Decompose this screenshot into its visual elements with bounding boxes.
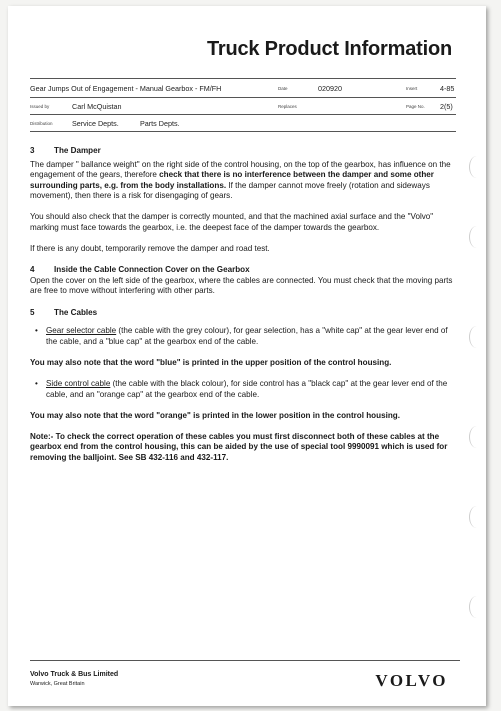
binder-hole [469, 156, 484, 178]
binder-hole [469, 326, 484, 348]
section-3-paragraph-2: You should also check that the damper is correctly mounted, and that the machined axial surface and the "Volvo" marking must face towards the gearbox, i.e. the deepest face of the damper towards the gearbox. [30, 212, 434, 233]
bullet-gear-selector-cable: • Gear selector cable (the cable with the grey colour), for gear selection, has a "white cap" at the gear lever end of the cable, and a "blue cap" at the gearbox end of the cable. [35, 326, 448, 346]
header-rule-top [30, 78, 456, 79]
binder-hole [469, 596, 484, 618]
section-5-heading: 5 The Cables [30, 307, 98, 317]
binder-hole [469, 226, 484, 248]
footer-company: Volvo Truck & Bus Limited [30, 671, 119, 678]
page-label: Page No. [406, 104, 425, 109]
replaces-label: Replaces [278, 104, 297, 109]
header-rule-bottom [30, 131, 456, 132]
section-3-paragraph-3: If there is any doubt, temporarily remove the damper and road test. [30, 244, 270, 254]
section-3-heading: 3 The Damper [30, 146, 101, 155]
insert-label: Insert [406, 86, 418, 91]
issued-value: Carl McQuistan [72, 102, 122, 111]
volvo-logo: VOLVO [375, 671, 448, 690]
binder-hole [469, 506, 484, 528]
footer-rule [30, 660, 460, 661]
note-orange: You may also note that the word "orange" is printed in the lower position in the control housing. [30, 410, 400, 420]
distribution-service: Service Depts. [72, 119, 119, 128]
document-page [8, 6, 486, 706]
header-rule-2 [30, 97, 456, 98]
page-value: 2(5) [440, 102, 453, 111]
bullet-dot: • [35, 378, 38, 388]
date-label: Date [278, 86, 288, 91]
insert-value: 4-85 [440, 84, 455, 93]
bullet-dot: • [35, 326, 38, 336]
binder-holes [466, 6, 486, 706]
date-value: 020920 [318, 84, 342, 93]
bullet-side-control-cable: • Side control cable (the cable with the black colour), for side control has a "black cap" at the gear lever end of the cable, and an "orange cap" at the gearbox end of the cable. [35, 378, 448, 399]
footer-location: Warwick, Great Britain [30, 681, 85, 687]
section-3-paragraph-1: The damper " ballance weight" on the right side of the control housing, on the top of the gearbox, has influence on the engagement of the gears, therefore check that there is no interference between the damper and some other surrounding parts, e.g. from the body installations. If the damper cannot move freely (rotation and sideways movement), then there is a risk for disengaging of gears. [30, 159, 451, 201]
header-rule-3 [30, 114, 456, 115]
issued-label: Issued by [30, 104, 50, 109]
distribution-label: Distribution [30, 121, 53, 126]
note-blue: You may also note that the word "blue" is printed in the upper position of the control housing. [30, 357, 392, 367]
binder-hole [469, 426, 484, 448]
section-4-heading: 4 Inside the Cable Connection Cover on the Gearbox [30, 265, 250, 275]
section-4-paragraph: Open the cover on the left side of the gearbox, where the cables are connected. You must check that the moving parts are free to move without interfering with other parts. [30, 275, 453, 296]
document-title: Truck Product Information [206, 38, 452, 60]
subject: Gear Jumps Out of Engagement - Manual Gearbox - FM/FH [30, 84, 222, 93]
note-final: Note:- To check the correct operation of these cables you must first disconnect both of these cables at the gearbox end from the control housing, this can be aided by the use of special tool 9990091 which is used for removing the balljoint. See SB 432-116 and 432-117. [30, 431, 448, 462]
document-body [30, 146, 460, 474]
distribution-parts: Parts Depts. [140, 119, 180, 128]
